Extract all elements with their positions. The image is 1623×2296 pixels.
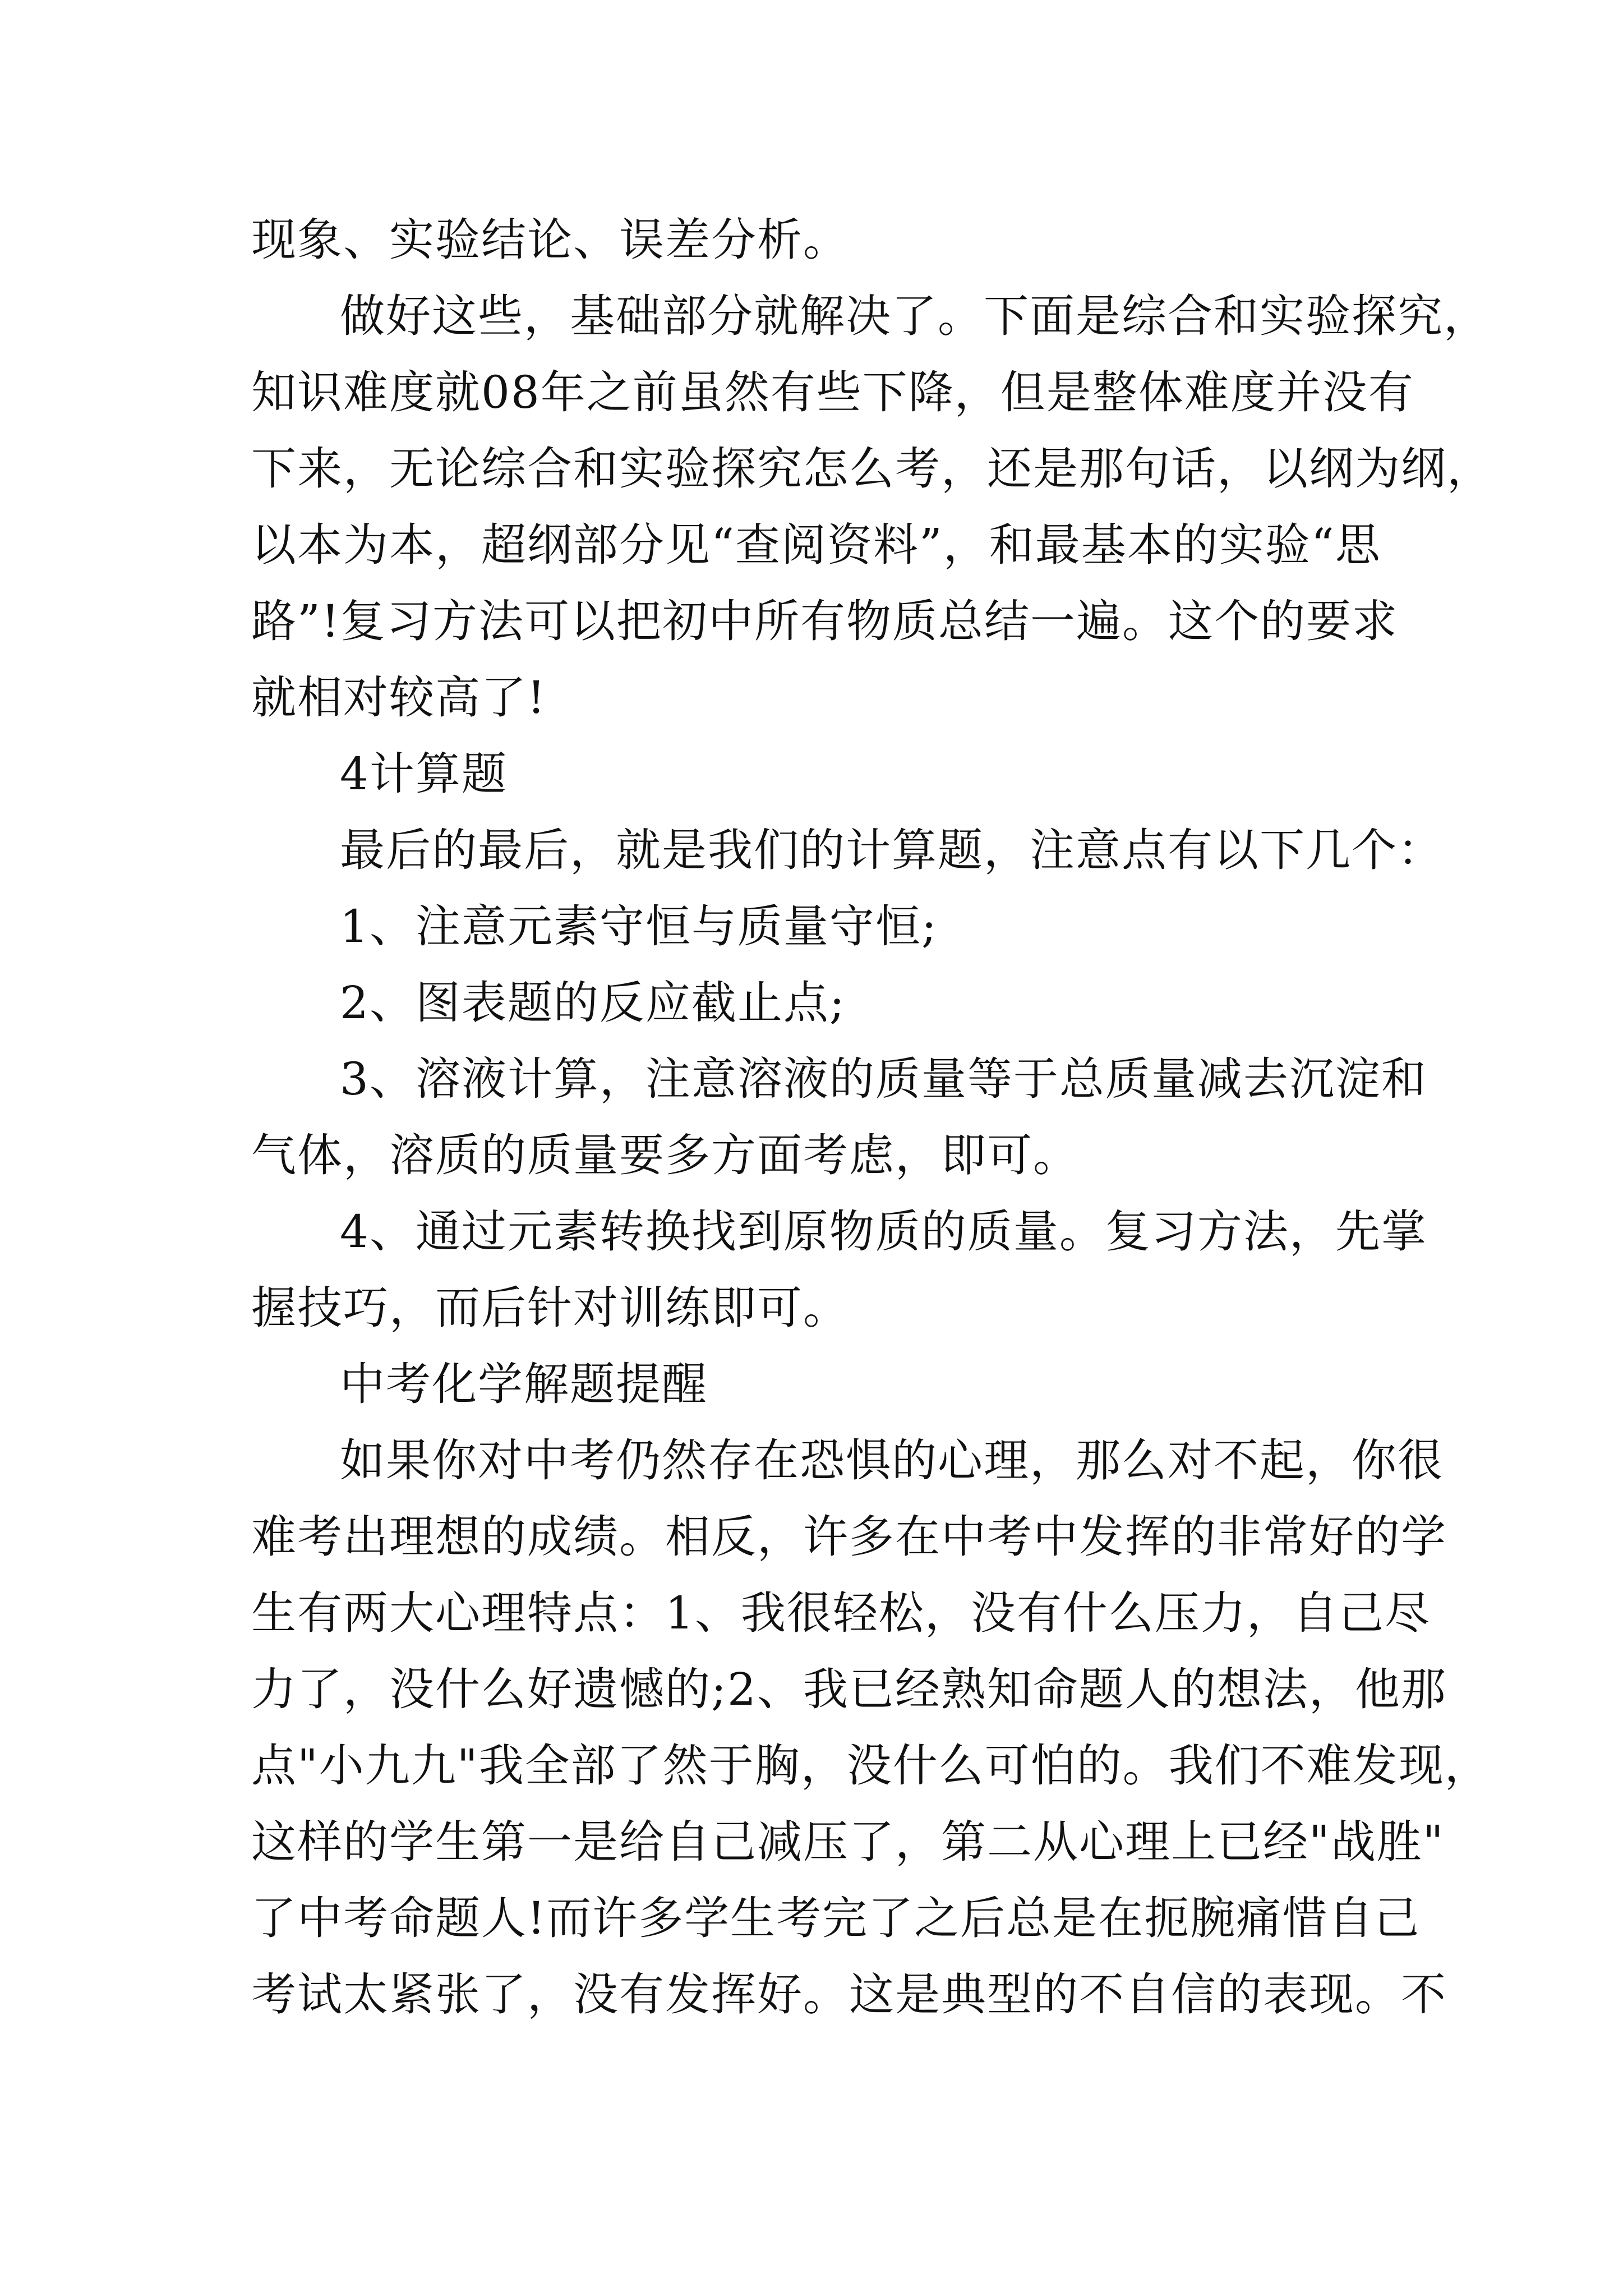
paragraph-line: 如果你对中考仍然存在恐惧的心理，那么对不起，你很 — [340, 1434, 1444, 1487]
list-item-continuation: 握技巧，而后针对训练即可。 — [251, 1282, 849, 1334]
list-item: 1、注意元素守恒与质量守恒; — [340, 900, 938, 953]
paragraph-line: 做好这些，基础部分就解决了。下面是综合和实验探究， — [340, 290, 1490, 342]
paragraph-line: 点"小九九"我全部了然于胸，没什么可怕的。我们不难发现， — [251, 1740, 1491, 1792]
paragraph-line: 以本为本，超纲部分见“查阅资料”，和最基本的实验“思 — [251, 519, 1381, 571]
paragraph-line: 生有两大心理特点：1、我很轻松，没有什么压力，自己尽 — [251, 1587, 1431, 1639]
document-page — [251, 202, 1493, 2033]
paragraph-line: 难考出理想的成绩。相反，许多在中考中发挥的非常好的学 — [251, 1511, 1447, 1563]
paragraph-line: 现象、实验结论、误差分析。 — [251, 214, 849, 266]
list-item: 4、通过元素转换找到原物质的质量。复习方法，先掌 — [340, 1205, 1427, 1258]
paragraph-line: 就相对较高了! — [251, 671, 547, 724]
list-item: 3、溶液计算，注意溶液的质量等于总质量减去沉淀和 — [340, 1053, 1427, 1105]
paragraph-line: 路”!复习方法可以把初中所有物质总结一遍。这个的要求 — [251, 595, 1399, 647]
section-heading: 4计算题 — [340, 748, 508, 800]
paragraph-line: 知识难度就08年之前虽然有些下降，但是整体难度并没有 — [251, 366, 1414, 418]
paragraph-line: 考试太紧张了，没有发挥好。这是典型的不自信的表现。不 — [251, 1968, 1447, 2021]
list-item-continuation: 气体，溶质的质量要多方面考虑，即可。 — [251, 1129, 1079, 1181]
paragraph-line: 这样的学生第一是给自己减压了，第二从心理上已经"战胜" — [251, 1816, 1445, 1868]
paragraph-line: 了中考命题人!而许多学生考完了之后总是在扼腕痛惜自己 — [251, 1892, 1421, 1944]
paragraph-line: 力了，没什么好遗憾的;2、我已经熟知命题人的想法，他那 — [251, 1663, 1447, 1715]
paragraph-line: 最后的最后，就是我们的计算题，注意点有以下几个： — [340, 824, 1444, 876]
list-item: 2、图表题的反应截止点; — [340, 977, 846, 1029]
paragraph-line: 下来，无论综合和实验探究怎么考，还是那句话，以纲为纲， — [251, 443, 1493, 495]
section-heading: 中考化学解题提醒 — [340, 1358, 708, 1410]
